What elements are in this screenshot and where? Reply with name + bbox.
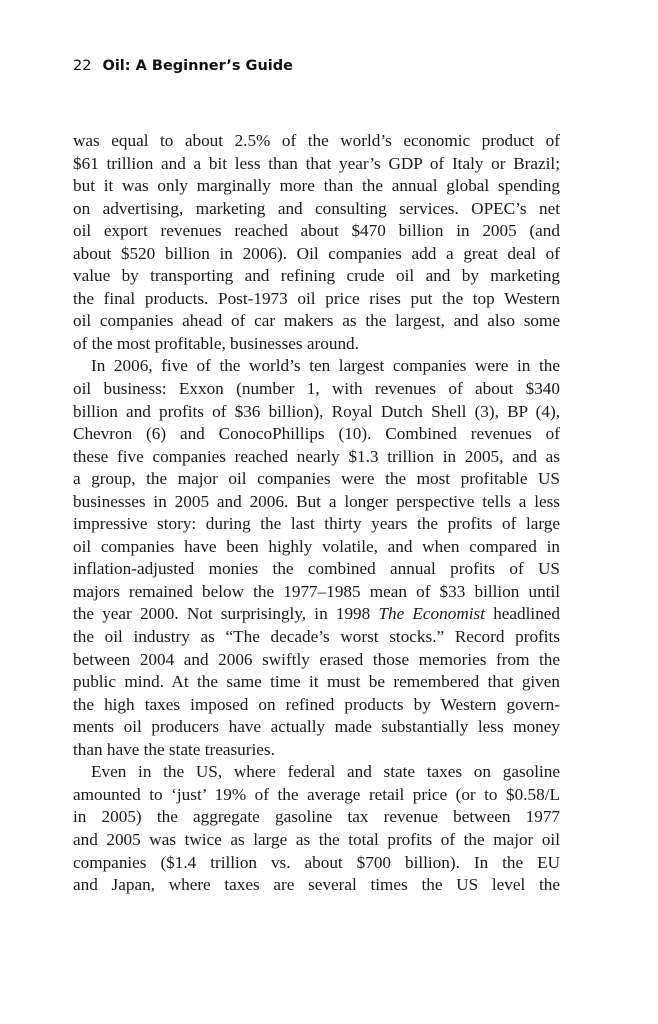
text-line [73, 603, 560, 626]
text-line: oil export revenues reached about $470 billion in 2005 (and [73, 221, 560, 241]
text-line: on advertising, marketing and consulting services. OPEC’s net [73, 198, 560, 218]
text-line: public mind. At the same time it must be remembered that given [73, 672, 560, 692]
text-line: oil companies ahead of car makers as the largest, and also some [73, 311, 561, 331]
text-line: but it was only marginally more than the annual global spending [73, 176, 560, 196]
text-line: oil companies have been highly volatile, and when compared in [73, 536, 560, 556]
text-line: value by transporting and refining crude oil and by marketing [73, 266, 560, 286]
book-title: Oil: A Beginner’s Guide [102, 58, 293, 74]
text-line: the oil industry as “The decade’s worst stocks.” Record profits [73, 627, 560, 647]
text-segment: the year 2000. Not surprisingly, in 1998 [73, 604, 379, 624]
page-number: 22 [73, 58, 92, 74]
text-line: the high taxes imposed on refined products by Western govern- [73, 694, 560, 714]
text-line: billion and profits of $36 billion), Royal Dutch Shell (3), BP (4), [73, 401, 560, 421]
text-line: and Japan, where taxes are several times the US level the [73, 875, 560, 895]
text-line: ments oil producers have actually made substantially less money [73, 717, 560, 737]
text-line: Chevron (6) and ConocoPhillips (10). Combined revenues of [73, 424, 560, 444]
text-line: amounted to ‘just’ 19% of the average retail price (or to $0.58/L [73, 784, 560, 804]
text-line: oil business: Exxon (number 1, with revenues of about $340 [73, 379, 560, 399]
text-segment: headlined [485, 604, 561, 624]
text-line: In 2006, five of the world’s ten largest companies were in the [91, 356, 560, 376]
text-line: these five companies reached nearly $1.3 trillion in 2005, and as [73, 446, 560, 466]
publication-title: The Economist [378, 604, 485, 624]
text-line: and 2005 was twice as large as the total profits of the major oil [73, 829, 560, 849]
text-line: $61 trillion and a bit less than that year’s GDP of Italy or Brazil; [73, 153, 560, 173]
text-line: companies ($1.4 trillion vs. about $700 billion). In the EU [73, 852, 560, 872]
text-line: than have the state treasuries. [73, 739, 275, 759]
text-line: was equal to about 2.5% of the world’s economic product of [73, 131, 560, 150]
body-text [73, 130, 560, 897]
text-line: inflation-adjusted monies the combined annual profits of US [73, 559, 560, 579]
text-line: between 2004 and 2006 swiftly erased those memories from the [73, 649, 560, 669]
text-line: the final products. Post-1973 oil price rises put the top Western [73, 288, 560, 308]
text-line: a group, the major oil companies were the most profitable US [73, 469, 560, 489]
text-line: businesses in 2005 and 2006. But a longer perspective tells a less [73, 491, 560, 511]
running-head [73, 58, 293, 74]
text-line: of the most profitable, businesses around. [73, 333, 359, 353]
text-line: about $520 billion in 2006). Oil companies add a great deal of [73, 243, 560, 263]
text-line: impressive story: during the last thirty years the profits of large [73, 514, 560, 534]
text-line: Even in the US, where federal and state taxes on gasoline [91, 762, 560, 782]
text-line: majors remained below the 1977–1985 mean of $33 billion until [73, 581, 561, 601]
text-line: in 2005) the aggregate gasoline tax revenue between 1977 [73, 807, 561, 827]
